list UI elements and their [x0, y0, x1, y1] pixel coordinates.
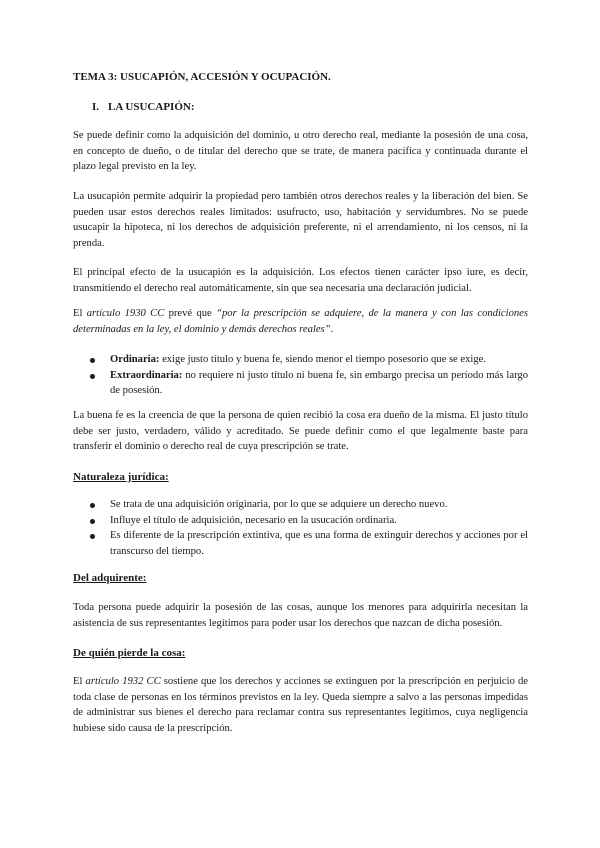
page-title: TEMA 3: USUCAPIÓN, ACCESIÓN Y OCUPACIÓN.	[73, 71, 331, 83]
section-number: I.	[92, 101, 100, 113]
usucapion-types-list	[73, 352, 528, 399]
naturaleza-list	[73, 497, 528, 559]
list-item-text: Se trata de una adquisición originaria, por lo que se adquiere un derecho nuevo.	[110, 499, 448, 510]
text-fragment: sostiene que los derechos y acciones se extinguen por la prescripción en perjuicio de toda clase de personas en los términos previstos en la ley. Queda siempre a salvo a las personas impedidas de administrar sus bienes el derecho para reclamar contra sus representantes legítimos, cuya negligencia hubiese sido causa de la prescripción.	[73, 676, 528, 734]
section-heading-text: LA USUCAPIÓN:	[108, 101, 195, 113]
bullet-icon	[90, 374, 95, 379]
list-item	[73, 528, 528, 559]
list-item	[73, 352, 528, 368]
text-fragment: prevé que	[164, 308, 217, 319]
list-item-term: Extraordinaria:	[110, 369, 183, 381]
paragraph-definition: Se puede definir como la adquisición del dominio, u otro derecho real, mediante la posesión de una cosa, en concepto de dueño, o de titular del derecho que se trate, de manera pacífica y continuada durante el plazo legal previsto en la ley.	[73, 130, 528, 172]
list-item-term: Ordinaria:	[110, 354, 160, 365]
subheading-pierde: De quién pierde la cosa:	[73, 647, 186, 659]
article-reference: artículo 1930 CC	[86, 308, 165, 319]
subheading-adquirente: Del adquirente:	[73, 572, 147, 584]
bullet-icon	[90, 519, 95, 524]
paragraph-scope: La usucapión permite adquirir la propiedad pero también otros derechos reales y la liberación del bien. Se pueden usar estos derechos reales limitados: usufructo, uso, habitación y servidumbres. No se puede usucapir la hipoteca, ni los derechos de adquisición preferente, ni el arrendamiento, ni los censos, ni la prenda.	[73, 191, 528, 249]
bullet-icon	[90, 358, 95, 363]
section-heading	[92, 100, 194, 116]
list-item	[73, 497, 528, 513]
paragraph-effect: El principal efecto de la usucapión es la adquisición. Los efectos tienen carácter ipso iure, es decir, transmitiendo el derecho real automáticamente, sin que sea necesaria una declaración judicial.	[73, 267, 528, 294]
list-item-text: exige justo título y buena fe, siendo menor el tiempo posesorio que se exige.	[159, 354, 487, 365]
bullet-icon	[90, 534, 95, 539]
paragraph-adquirente: Toda persona puede adquirir la posesión de las cosas, aunque los menores para adquirirla necesitan la asistencia de sus representantes legítimos para poder usar los derechos que nazcan de dicha posesión.	[73, 602, 528, 629]
paragraph-article-1930	[73, 306, 528, 337]
list-item-text: Influye el título de adquisición, necesario en la usucación ordinaria.	[110, 514, 397, 526]
article-quote: “por la prescripción se adquiere, de la manera y con las condiciones determinadas en la ley, el dominio y demás derechos reales”	[73, 308, 528, 335]
list-item	[73, 368, 528, 399]
text-fragment: .	[330, 323, 334, 335]
bullet-icon	[90, 503, 95, 508]
paragraph-buena-fe: La buena fe es la creencia de que la persona de quien recibió la cosa era dueño de la misma. El justo título debe ser justo, verdadero, válido y acreditado. Se puede definir como el que legalmente baste para transferir el dominio o derecho real de cuya prescripción se trate.	[73, 410, 528, 452]
text-fragment: El	[73, 308, 87, 319]
text-fragment: El	[73, 676, 86, 687]
list-item	[73, 513, 528, 529]
list-item-text: Es diferente de la prescripción extintiva, que es una forma de extinguir derechos y acciones por el transcurso del tiempo.	[110, 530, 528, 557]
list-item-text: no requiere ni justo título ni buena fe, sin embargo precisa un período más largo de posesión.	[110, 369, 528, 396]
paragraph-article-1932	[73, 674, 528, 736]
subheading-naturaleza: Naturaleza jurídica:	[73, 471, 169, 483]
article-reference: artículo 1932 CC	[85, 676, 161, 687]
